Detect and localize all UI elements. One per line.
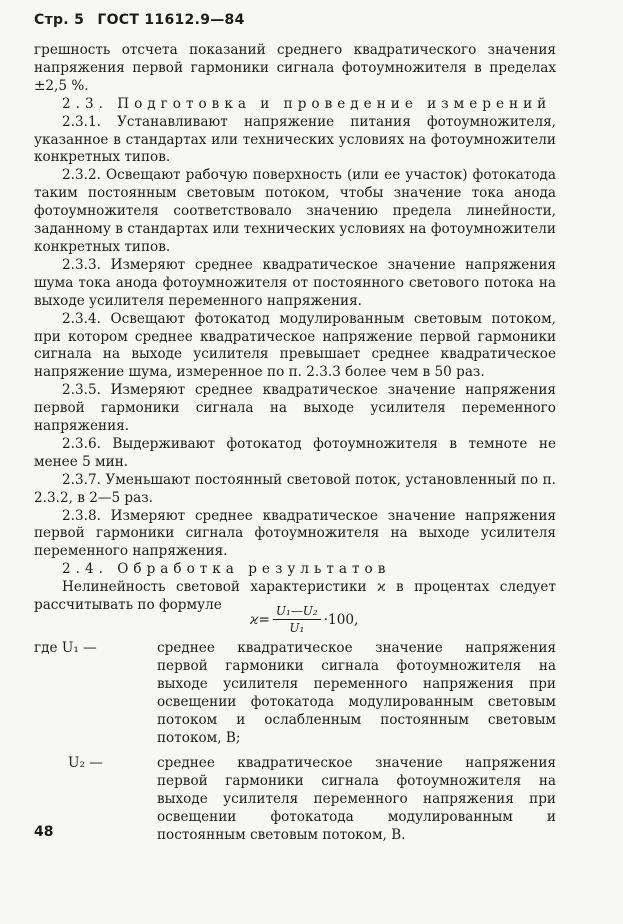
definition-u2-text: среднее квадратическое значение напряжения первой гармоники сигнала фотоумножителя на выходе усилителя переменного напряжения при освещении фотокатода модулированным и постоянным световым потоком, В. (157, 755, 556, 844)
formula-numerator: U₁—U₂ (273, 604, 321, 620)
section-heading-2-4: 2.4. Обработка результатов (62, 561, 391, 578)
nonlinearity-formula (250, 604, 358, 635)
page-number: 48 (34, 824, 54, 840)
definition-u1-text: среднее квадратическое значение напряжения первой гармоники сигнала фотоумножителя на выходе усилителя переменного напряжения при освещении фотокатода модулированным световым потоком и ослабленным постоянным световым потоком, В; (157, 640, 556, 746)
paragraph-2-3-6: 2.3.6. Выдерживают фотокатод фотоумножителя в темноте не менее 5 мин. (34, 435, 556, 470)
definition-u1-label: где U₁ — (34, 640, 97, 656)
section-heading-2-3: 2.3. Подготовка и проведение измерений (62, 95, 552, 112)
formula-denominator: U₁ (289, 621, 305, 635)
body-text (34, 42, 556, 615)
paragraph-2-3-2: 2.3.2. Освещают рабочую поверхность (или ее участок) фотокатода таким постоянным световым потоком, чтобы значение тока анода фотоумножителя соответствовало значению предела линейности, заданному в стандартах или технических условиях на фотоумножители конкретных типов. (34, 167, 556, 255)
formula-lhs: ϰ= (250, 611, 270, 628)
paragraph-2-3-5: 2.3.5. Измеряют среднее квадратическое значение напряжения первой гармоники сигнала на выходе усилителя переменного напряжения. (34, 382, 556, 435)
definitions (34, 640, 556, 845)
paragraph-2-3-3: 2.3.3. Измеряют среднее квадратическое значение напряжения шума тока анода фотоумножителя от постоянного светового потока на выходе усилителя переменного напряжения. (34, 256, 556, 309)
paragraph-2-3-8: 2.3.8. Измеряют среднее квадратическое значение напряжения первой гармоники сигнала фотоумножителя на выходе усилителя переменного напряжения. (34, 507, 556, 560)
formula-fraction (273, 604, 321, 635)
paragraph-2-3-7: 2.3.7. Уменьшают постоянный световой поток, установленный по п. 2.3.2, в 2—5 раз. (34, 471, 556, 506)
page-label: Стр. 5 (34, 12, 85, 28)
paragraph-2-3-4: 2.3.4. Освещают фотокатод модулированным световым потоком, при котором среднее квадратическое напряжение первой гармоники сигнала на выходе усилителя превышает среднее квадратическое напряжение шума, измеренное по п. 2.3.3 более чем в 50 раз. (34, 310, 556, 381)
paragraph-formula-intro: Нелинейность световой характеристики ϰ в процентах следует рассчитывать по формуле (34, 579, 556, 614)
definition-u1 (34, 640, 556, 747)
standard-number: ГОСТ 11612.9—84 (97, 12, 245, 28)
paragraph: грешность отсчета показаний среднего квадратического значения напряжения первой гармоники сигнала фотоумножителя в пределах ±2,5 %. (34, 42, 556, 94)
definition-u2-label: U₂ — (68, 755, 103, 772)
page-header (34, 12, 253, 28)
formula-tail: ·100, (323, 611, 359, 628)
paragraph-2-3-1: 2.3.1. Устанавливают напряжение питания фотоумножителя, указанное в стандартах или технических условиях на фотоумножители конкретных типов. (34, 113, 556, 166)
definition-u2 (34, 755, 556, 845)
